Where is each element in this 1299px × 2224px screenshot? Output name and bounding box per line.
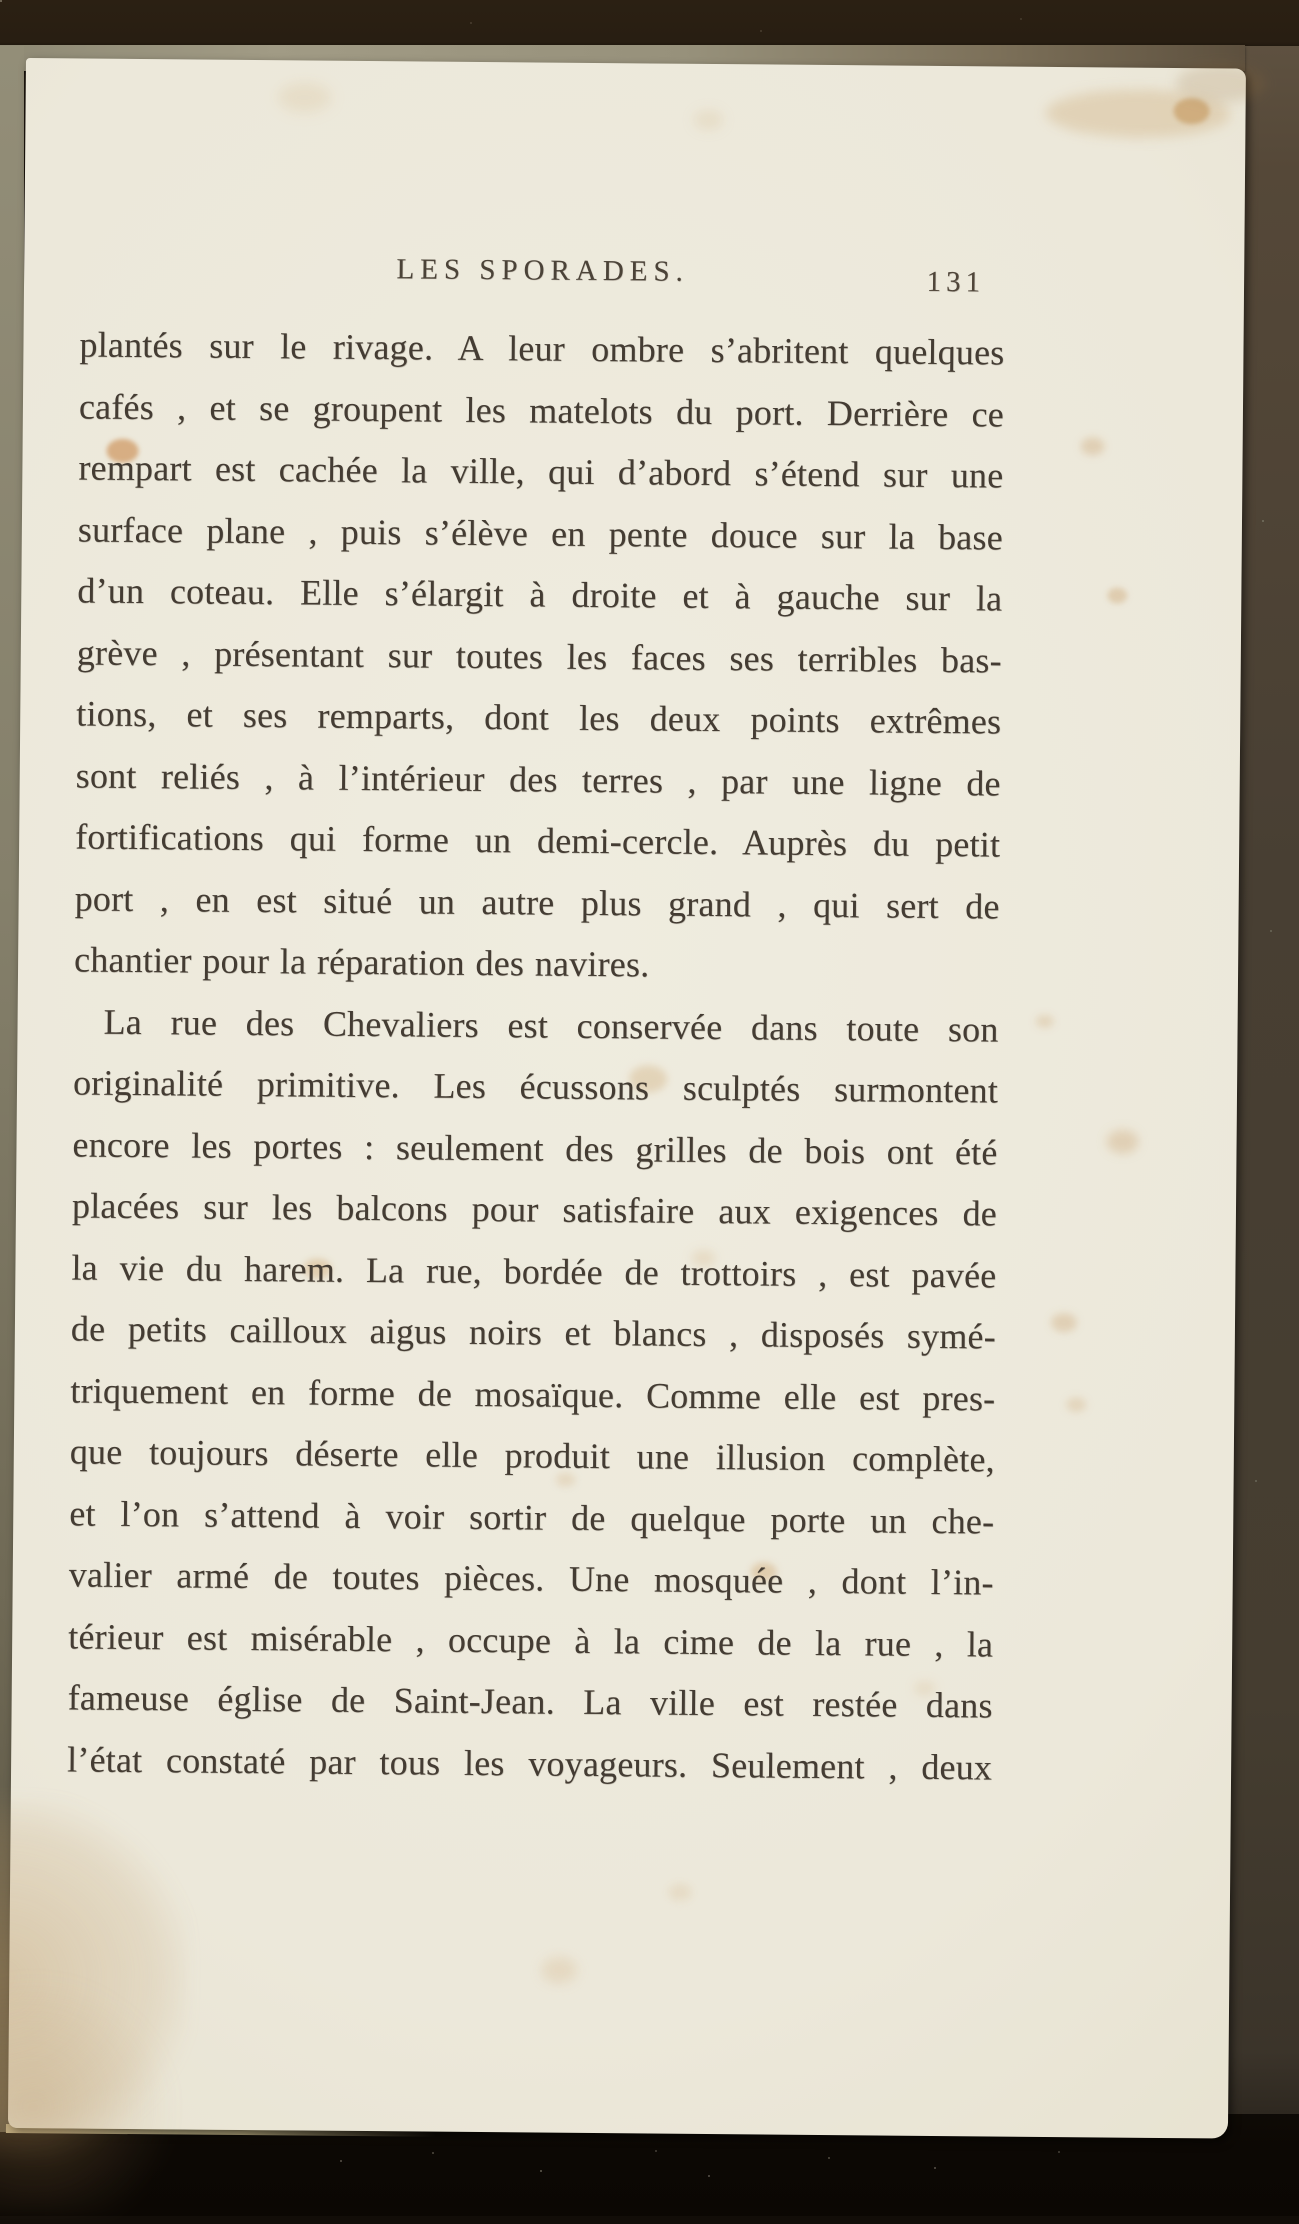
text-line: port , en est situé un autre plus grand , qui sert de (74, 877, 1000, 927)
text-line: chantier pour la réparation des navires. (73, 939, 650, 985)
text-line: triquement en forme de mosaïque. Comme elle est pres- (70, 1369, 996, 1419)
text-line: que toujours déserte elle produit une illusion complète, (69, 1431, 995, 1480)
foxing-stain (278, 82, 332, 112)
dust-specks (0, 0, 2, 2)
running-header (80, 250, 1005, 302)
text-line: surface plane , puis s’élève en pente douce sur la base (77, 508, 1004, 558)
foxing-stain (1173, 98, 1209, 124)
text-line: originalité primitive. Les écussons sculptés surmontent (72, 1062, 999, 1111)
water-stain (0, 1977, 174, 2214)
text-line: térieur est misérable , occupe à la cime de la rue , la (68, 1615, 994, 1664)
foxing-stain (1036, 1015, 1054, 1028)
text-line: sont reliés , à l’intérieur des terres , par une ligne de (75, 754, 1001, 804)
text-line: placées sur les balcons pour satisfaire aux exigences de (71, 1185, 998, 1234)
text-line: la vie du harem. La rue, bordée de trottoirs , est pavée (71, 1246, 997, 1296)
text-block (67, 314, 1005, 1798)
foxing-stain (1081, 437, 1105, 455)
foxing-stain (541, 1957, 577, 1984)
page-number: 131 (926, 265, 986, 299)
text-line: d’un coteau. Elle s’élargit à droite et à gauche sur la (77, 570, 1003, 619)
text-line: et l’on s’attend à voir sortir de quelque porte un che- (69, 1492, 995, 1542)
text-line: encore les portes : seulement des grilles de bois ont été (72, 1123, 998, 1173)
text-line: grève , présentant sur toutes les faces ses terribles bas- (76, 631, 1002, 681)
text-line: tions, et ses remparts, dont les deux points extrêmes (76, 693, 1002, 742)
foxing-stain (693, 110, 723, 130)
text-line: de petits cailloux aigus noirs et blancs , disposés symé- (70, 1308, 997, 1357)
text-line: plantés sur le rivage. A leur ombre s’abritent quelques (79, 324, 1005, 373)
text-line: valier armé de toutes pièces. Une mosquée , dont l’in- (68, 1554, 994, 1603)
foxing-stain (1107, 587, 1127, 603)
foxing-stain (1176, 64, 1266, 103)
text-line: l’état constaté par tous les voyageurs. Seulement , deux (66, 1738, 993, 1787)
text-line: fortifications qui forme un demi-cercle. Auprès du petit (75, 816, 1001, 865)
text-line: rempart est cachée la ville, qui d’abord s’étend sur une (78, 447, 1004, 496)
foxing-stain (1106, 1129, 1138, 1153)
text-line: fameuse église de Saint-Jean. La ville est restée dans (67, 1677, 993, 1726)
running-title: LES SPORADES. (396, 253, 689, 288)
text-line: cafés , et se groupent les matelots du port. Derrière ce (78, 385, 1005, 435)
text-line: La rue des Chevaliers est conservée dans toute son (103, 1001, 999, 1050)
book-page (8, 58, 1246, 2139)
foxing-stain (1051, 1313, 1077, 1332)
foxing-stain (668, 1884, 692, 1901)
foxing-stain (1066, 1397, 1086, 1412)
